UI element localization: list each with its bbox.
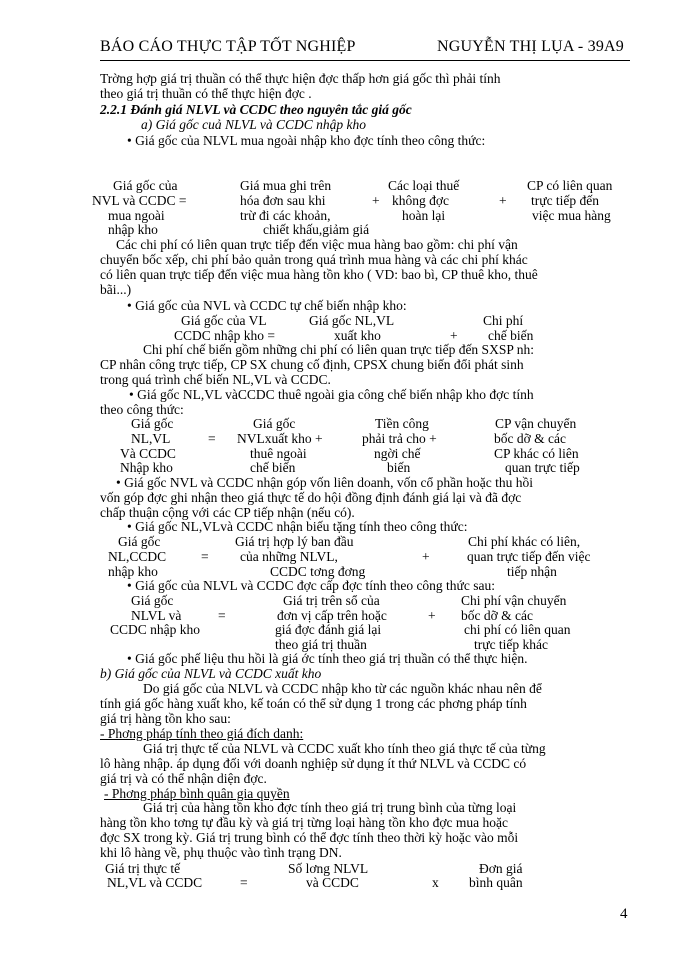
text-line: CP nhân công trực tiếp, CP SX chung cố định, CPSX chung biến đổi phát sinh [100,357,524,372]
text-line: = [201,549,209,564]
text-line: NLVL và [131,608,182,623]
text-line: Do giá gốc của NLVL và CCDC nhập kho từ các nguồn khác nhau nên để [143,681,542,696]
text-line: khi lô hàng về, phụ thuộc vào tình trạng DN. [100,845,342,860]
text-line: biến [387,460,411,475]
text-line: nhập kho [108,564,158,579]
text-line: CCDC nhập kho = [174,328,275,343]
text-line: chế biến [488,328,534,343]
text-line: Các chi phí có liên quan trực tiếp đến việc mua hàng bao gồm: chi phí vận [116,237,518,252]
text-line: Chi phí [483,313,524,328]
header-rule [100,60,630,61]
text-line: Trờng hợp giá trị thuần có thể thực hiện đợc thấp hơn giá gốc thì phải tính [100,71,501,86]
text-line: Chi phí chế biến gồm những chi phí có liên quan trực tiếp đến SXSP nh: [143,342,534,357]
text-line: Giá trị hợp lý ban đầu [235,534,354,549]
text-line: lô hàng nhập. áp dụng đối với doanh nghiệp sử dụng ít thứ NLVL và CCDC có [100,756,527,771]
text-line: chấp thuận cộng với các CP tiếp nhận (nếu có). [100,505,355,520]
text-line: Giá trị của hàng tồn kho đợc tính theo giá trị trung bình của từng loại [143,800,517,815]
text-line: Tiền công [375,416,429,431]
text-line: CP có liên quan [527,178,613,193]
text-line: 2.2.1 Đánh giá NLVL và CCDC theo nguyên tắc giá gốc [100,102,412,117]
text-line: Giá gốc [131,416,174,431]
text-line: b) Giá gốc của NLVL và CCDC xuất kho [100,666,322,681]
text-line: tiếp nhận [507,564,557,579]
text-line: = [208,431,216,446]
text-line: có liên quan trực tiếp đến việc mua hàng tồn kho ( VD: bao bì, CP thuê kho, thuê [100,267,538,282]
text-line: Giá gốc [118,534,161,549]
text-line: nhập kho [108,222,158,237]
text-line: + [372,193,380,208]
text-line: x [432,875,439,890]
text-line: hàng tồn kho tơng tự đầu kỳ và giá trị từng loại hàng tồn kho đợc mua hoặc [100,815,508,830]
text-line: Giá trị trên sổ của [283,593,380,608]
text-line: bốc dỡ & các [461,608,533,623]
text-line: theo giá trị thuần có thể thực hiện đợc . [100,86,312,101]
text-line: phải trả cho + [362,431,437,446]
text-line: bình quân [469,875,523,890]
text-line: trong quá trình chế biến NL,VL và CCDC. [100,372,331,387]
text-line: NVL và CCDC = [92,193,187,208]
text-line: CCDC nhập kho [110,622,201,637]
text-line: tính giá gốc hàng xuất kho, kế toán có thể sử dụng 1 trong các phơng pháp tính [100,696,527,711]
text-line: Nhập kho [120,460,173,475]
text-line: + [499,193,507,208]
text-line: chuyển bốc xếp, chi phí bảo quản trong quá trình mua hàng và các chi phí khác [100,252,528,267]
text-line: việc mua hàng [532,208,611,223]
text-line: = [218,608,226,623]
text-line: + [422,549,430,564]
text-line: - Phơng pháp tính theo giá đích danh: [100,726,304,741]
text-line: NL,CCDC [108,549,167,564]
text-line: ngời chế [374,446,421,461]
text-line: chiết khấu,giảm giá [263,222,370,237]
text-line: xuất kho [334,328,381,343]
text-line: • Giá gốc NL,VLvà CCDC nhận biếu tặng tính theo công thức: [127,519,468,534]
text-line: bãi...) [100,282,132,297]
text-line: của những NLVL, [240,549,338,564]
text-line: - Phơng pháp bình quân gia quyền [104,786,290,801]
text-line: trực tiếp khác [474,637,549,652]
text-line: đơn vị cấp trên hoặc [277,608,387,623]
text-line: CP vận chuyển [495,416,577,431]
text-line: CP khác có liên [494,446,579,461]
text-line: Giá trị thực tế của NLVL và CCDC xuất kho tính theo giá thực tế của từng [143,741,546,756]
text-line: chi phí có liên quan [464,622,571,637]
text-line: Giá gốc của [113,178,178,193]
text-line: chế biến [250,460,296,475]
text-line: Đơn giá [479,861,523,876]
text-line: Giá gốc [253,416,296,431]
text-line: + [428,608,436,623]
text-line: • Giá gốc của NVL và CCDC tự chế biến nhập kho: [127,298,407,313]
text-line: trực tiếp đến [531,193,600,208]
text-line: = [240,875,248,890]
text-line: Giá gốc của VL [181,313,267,328]
text-line: + [450,328,458,343]
text-line: hoàn lại [402,208,446,223]
text-line: Giá gốc NL,VL [309,313,395,328]
text-line: NVLxuất kho + [237,431,323,446]
text-line: bốc dỡ & các [494,431,566,446]
text-line: mua ngoài [108,208,165,223]
text-line: giá trị và có thể nhận diện đợc. [100,771,267,786]
text-line: NL,VL [131,431,171,446]
text-line: • Giá gốc của NLVL và CCDC đợc cấp đợc tính theo công thức sau: [127,578,495,593]
text-line: theo giá trị thuần [275,637,367,652]
text-line: trừ đi các khoản, [240,208,331,223]
text-line: CCDC tơng đơng [270,564,366,579]
text-line: quan trực tiếp [505,460,580,475]
header-author: NGUYỄN THỊ LỤA - 39A9 [437,38,624,55]
text-line: thuê ngoài [250,446,307,461]
text-line: Các loại thuế [388,178,460,193]
text-line: a) Giá gốc cuả NLVL và CCDC nhập kho [141,117,366,132]
text-line: hóa đơn sau khi [240,193,326,208]
text-line: Giá trị thực tế [105,861,181,876]
text-line: Chi phí vận chuyển [461,593,567,608]
text-line: giá trị hàng tồn kho sau: [100,711,231,726]
text-line: đợc SX trong kỳ. Giá trị trung bình có thể đợc tính theo thời kỳ hoặc vào mỗi [100,830,519,845]
text-line: Chi phí khác có liên, [468,534,581,549]
text-line: • Giá gốc của NLVL mua ngoài nhập kho đợc tính theo công thức: [127,133,486,148]
text-line: Giá mua ghi trên [240,178,332,193]
page-number: 4 [620,906,628,922]
text-line: • Giá gốc NVL và CCDC nhận góp vốn liên doanh, vốn cổ phần hoặc thu hồi [116,475,534,490]
text-line: Giá gốc [131,593,174,608]
text-line: quan trực tiếp đến việc [467,549,591,564]
text-line: không đợc [392,193,450,208]
header-title: BÁO CÁO THỰC TẬP TỐT NGHIỆP [100,38,356,55]
text-line: • Giá gốc NL,VL vàCCDC thuê ngoài gia công chế biến nhập kho đợc tính [129,387,534,402]
text-line: vốn góp đợc ghi nhận theo giá thực tế do hội đồng định đánh giá lại và đã đợc [100,490,522,505]
text-line: theo công thức: [100,402,184,417]
text-line: Và CCDC [120,446,176,461]
text-line: NL,VL và CCDC [107,875,203,890]
text-line: • Giá gốc phế liệu thu hồi là giá ớc tính theo giá trị thuần có thể thực hiện. [127,651,528,666]
text-line: Số lơng NLVL [288,861,369,876]
text-line: và CCDC [306,875,359,890]
text-line: giá đợc đánh giá lại [275,622,382,637]
